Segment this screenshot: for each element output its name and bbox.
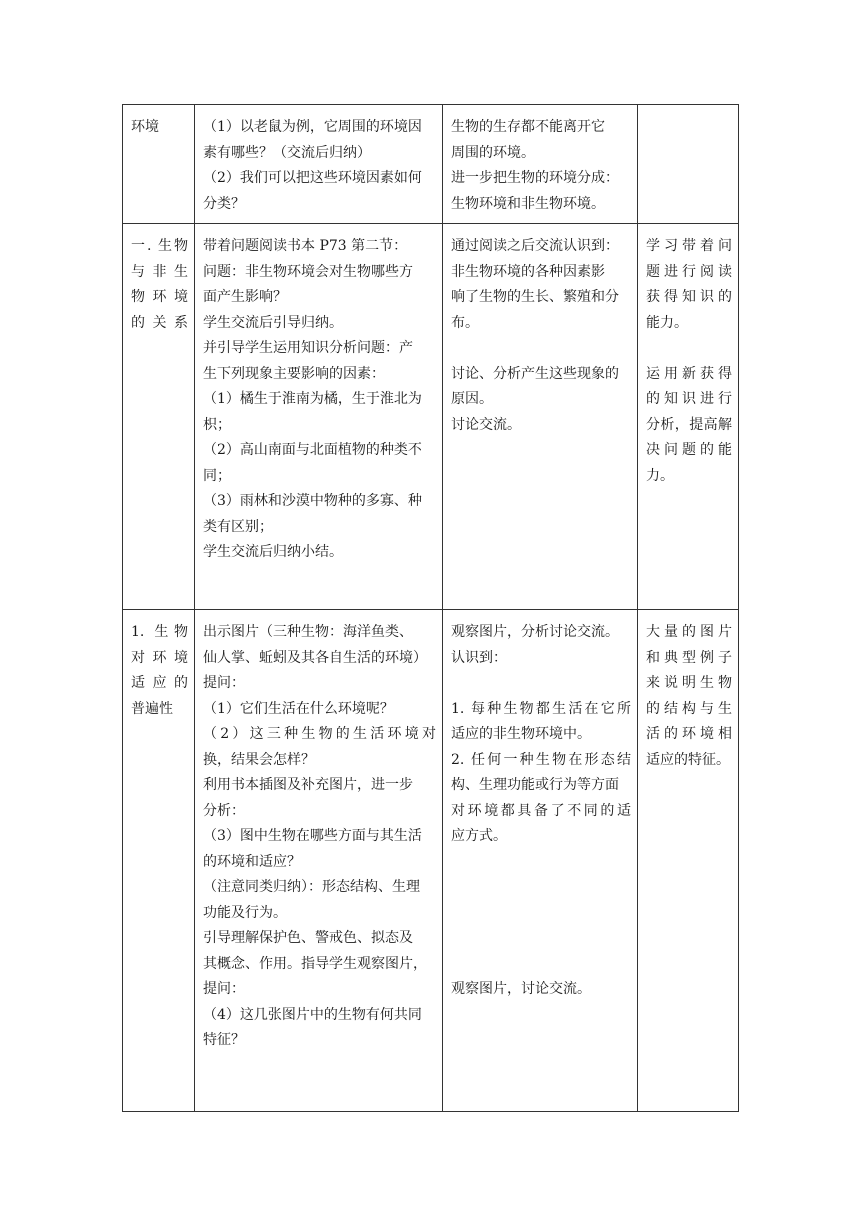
cell-text: （3）雨林和沙漠中物种的多寡、种	[203, 493, 422, 509]
cell-text: 讨论、分析产生这些现象的	[451, 365, 619, 382]
spacer	[451, 875, 631, 901]
teacher-activity-cell	[195, 224, 443, 610]
cell-text: 仙人掌、蚯蚓及其各自生活的环境）	[203, 649, 427, 666]
cell-text: （4）这几张图片中的生物有何共同	[203, 1006, 422, 1023]
cell-text: 的知识进行	[646, 391, 732, 407]
cell-text: 应方式。	[451, 828, 507, 844]
spacer	[451, 901, 631, 927]
cell-text: 功能及行为。	[203, 904, 287, 921]
cell-text: 类有区别；	[203, 518, 273, 535]
table-row	[123, 105, 739, 224]
lesson-plan-table	[122, 104, 739, 1112]
spacer	[451, 671, 631, 697]
cell-text: 面产生影响？	[203, 289, 287, 305]
design-intent-cell	[638, 610, 739, 1112]
cell-text: （2）这三种生物的生活环境对	[203, 726, 436, 742]
cell-text: 生物环境和非生物环境。	[451, 195, 605, 212]
cell-text: 分类？	[203, 195, 245, 212]
cell-text: 提问：	[203, 675, 245, 691]
cell-text: 生下列现象主要影响的因素：	[203, 365, 385, 382]
cell-text: 素有哪些？（交流后归纳）	[203, 144, 371, 161]
cell-text: 能力。	[646, 314, 688, 331]
cell-text: 适应的非生物环境中。	[451, 726, 591, 742]
cell-text: 力。	[646, 467, 674, 484]
cell-text: 活的环境相	[646, 726, 732, 742]
cell-text: 分析，提高解	[646, 416, 732, 433]
cell-text: 学生交流后归纳小结。	[203, 544, 343, 560]
table-row	[123, 224, 739, 610]
cell-text: 讨论交流。	[451, 416, 521, 433]
student-activity-cell	[443, 224, 638, 610]
cell-text: 适应的	[131, 675, 188, 691]
cell-text: 布。	[451, 314, 479, 331]
table-row	[123, 610, 739, 1112]
cell-text: 带着问题阅读书本 P73 第二节：	[203, 238, 408, 254]
cell-text: 对环境	[131, 649, 188, 666]
cell-text: 枳；	[203, 416, 231, 433]
cell-text: 非生物环境的各种因素影	[451, 263, 605, 280]
cell-text: 环境	[131, 119, 159, 135]
cell-text: 分析：	[203, 802, 245, 819]
cell-text: 学生交流后引导归纳。	[203, 314, 343, 331]
spacer	[451, 336, 631, 362]
student-activity-cell	[443, 105, 638, 224]
cell-text: （1）它们生活在什么环境呢？	[203, 700, 394, 717]
cell-text: 并引导学生运用知识分析问题：产	[203, 340, 413, 356]
cell-text: 普遍性	[131, 700, 173, 717]
cell-text: 换，结果会怎样？	[203, 751, 315, 768]
topic-cell	[123, 224, 195, 610]
spacer	[451, 850, 631, 876]
cell-text: 获得知识的	[646, 289, 732, 305]
spacer	[646, 336, 732, 362]
cell-text: 其概念、作用。指导学生观察图片，	[203, 955, 427, 972]
cell-text: 进一步把生物的环境分成：	[451, 170, 619, 186]
cell-text: 1. 生物	[131, 624, 188, 640]
cell-text: （2）高山南面与北面植物的种类不	[203, 442, 422, 458]
cell-text: 和典型例子	[646, 649, 732, 666]
cell-text: （3）图中生物在哪些方面与其生活	[203, 828, 422, 844]
student-activity-cell	[443, 610, 638, 1112]
cell-text: 对环境都具备了不同的适	[451, 802, 631, 819]
cell-text: 的环境和适应？	[203, 853, 301, 870]
design-intent-cell	[638, 105, 739, 224]
topic-cell	[123, 610, 195, 1112]
cell-text: 2. 任何一种生物在形态结	[451, 751, 631, 768]
cell-text: 观察图片，讨论交流。	[451, 981, 591, 997]
cell-text: 响了生物的生长、繁殖和分	[451, 289, 619, 305]
cell-text: 认识到：	[451, 649, 507, 666]
cell-text: 生物的生存都不能离开它	[451, 119, 605, 135]
cell-text: 决问题的能	[646, 442, 732, 458]
cell-text: 同；	[203, 467, 231, 484]
teacher-activity-cell	[195, 610, 443, 1112]
cell-text: 构、生理功能或行为等方面	[451, 777, 619, 793]
cell-text: 原因。	[451, 391, 493, 407]
cell-text: 周围的环境。	[451, 144, 535, 161]
spacer	[451, 926, 631, 952]
cell-text: 利用书本插图及补充图片，进一步	[203, 777, 413, 793]
cell-text: 一. 生物	[131, 238, 188, 254]
cell-text: 提问：	[203, 981, 245, 997]
cell-text: 物环境	[131, 289, 188, 305]
topic-cell	[123, 105, 195, 224]
cell-text: 来说明生物	[646, 675, 732, 691]
cell-text: 适应的特征。	[646, 751, 730, 768]
cell-text: 引导理解保护色、警戒色、拟态及	[203, 930, 413, 946]
spacer	[451, 952, 631, 978]
cell-text: （1）橘生于淮南为橘，生于淮北为	[203, 391, 422, 407]
design-intent-cell	[638, 224, 739, 610]
cell-text: 运用新获得	[646, 365, 732, 382]
cell-text: 与非生	[131, 263, 188, 280]
cell-text: 大量的图片	[646, 624, 732, 640]
cell-text: 1. 每种生物都生活在它所	[451, 700, 631, 717]
cell-text: 学习带着问	[646, 238, 732, 254]
cell-text: 观察图片，分析讨论交流。	[451, 624, 619, 640]
cell-text: 特征？	[203, 1032, 245, 1048]
teacher-activity-cell	[195, 105, 443, 224]
cell-text: 的结构与生	[646, 700, 732, 717]
cell-text: （1）以老鼠为例，它周围的环境因	[203, 119, 422, 135]
cell-text: 题进行阅读	[646, 263, 732, 280]
cell-text: 的关系	[131, 314, 188, 331]
cell-text: （2）我们可以把这些环境因素如何	[203, 170, 422, 186]
cell-text: 问题：非生物环境会对生物哪些方	[203, 263, 413, 280]
cell-text: （注意同类归纳）：形态结构、生理	[203, 879, 420, 895]
cell-text: 出示图片（三种生物：海洋鱼类、	[203, 624, 413, 640]
cell-text: 通过阅读之后交流认识到：	[451, 238, 619, 254]
